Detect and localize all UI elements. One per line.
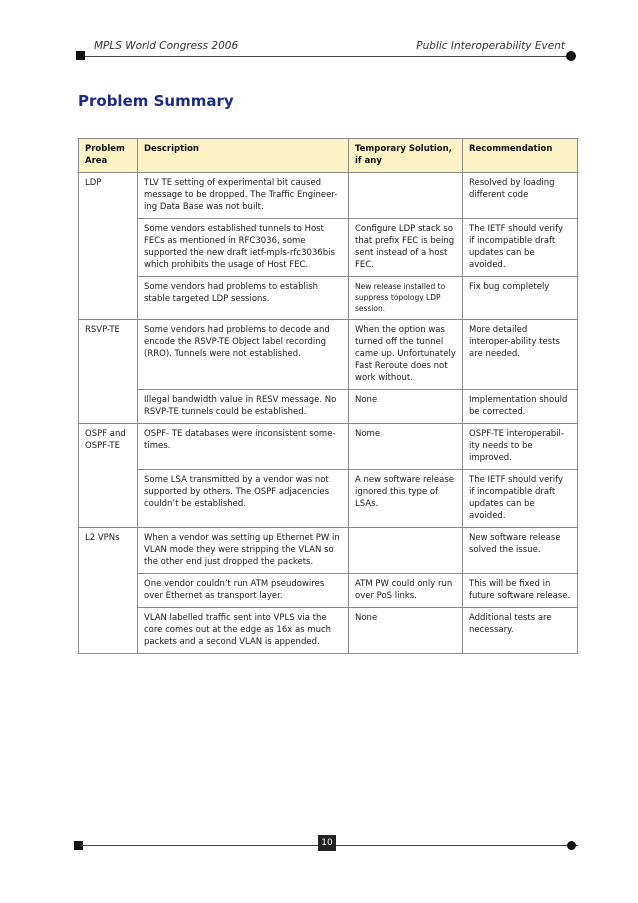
description-cell: Some vendors established tunnels to Host FECs as mentioned in RFC3036, some supported the new draft ietf-mpls-rfc3036bis which prohibits the usage of Host FEC. [138,219,349,277]
problem-summary-table [78,138,578,654]
column-header-description: Description [138,139,349,173]
table-row [79,424,578,470]
problem-area-cell: RSVP-TE [79,320,138,424]
column-header-temporary-solution: Temporary Solution, if any [349,139,463,173]
table-header-row [79,139,578,173]
problem-area-cell: OSPF and OSPF-TE [79,424,138,528]
table-row [79,574,578,608]
footer-dot-marker [567,841,576,850]
description-cell: Some vendors had problems to decode and encode the RSVP-TE Object label recording (RRO). Tunnels were not established. [138,320,349,390]
temporary-solution-cell: When the option was turned off the tunnel came up. Unfortunately Fast Reroute does not work without. [349,320,463,390]
temporary-solution-cell: None [349,608,463,654]
temporary-solution-cell: ATM PW could only run over PoS links. [349,574,463,608]
recommendation-cell: This will be fixed in future software release. [463,574,578,608]
column-header-area: Problem Area [79,139,138,173]
description-cell: OSPF- TE databases were inconsistent some-times. [138,424,349,470]
recommendation-cell: The IETF should verify if incompatible draft updates can be avoided. [463,470,578,528]
description-cell: Some vendors had problems to establish stable targeted LDP sessions. [138,277,349,320]
page-number: 10 [318,835,336,851]
recommendation-cell: The IETF should verify if incompatible draft updates can be avoided. [463,219,578,277]
header-right-title: Public Interoperability Event [416,40,565,52]
header-left-title: MPLS World Congress 2006 [94,40,239,52]
temporary-solution-cell [349,528,463,574]
problem-area-cell: L2 VPNs [79,528,138,654]
description-cell: Some LSA transmitted by a vendor was not supported by others. The OSPF adjacencies couldn’t be established. [138,470,349,528]
header-rule [80,56,568,57]
description-cell: When a vendor was setting up Ethernet PW in VLAN mode they were stripping the VLAN so the other end just dropped the packets. [138,528,349,574]
temporary-solution-cell: Nome [349,424,463,470]
table-row [79,528,578,574]
column-header-recommendation: Recommendation [463,139,578,173]
description-cell: One vendor couldn’t run ATM pseudowires over Ethernet as transport layer. [138,574,349,608]
description-cell: TLV TE setting of experimental bit caused message to be dropped. The Traffic Engineer-ing Data Base was not built. [138,173,349,219]
temporary-solution-cell: Configure LDP stack so that prefix FEC is being sent instead of a host FEC. [349,219,463,277]
header-dot-marker [566,51,576,61]
header-square-marker [76,51,85,60]
table-row [79,173,578,219]
table-row [79,390,578,424]
recommendation-cell: New software release solved the issue. [463,528,578,574]
temporary-solution-cell: New release installed to suppress topology LDP session. [349,277,463,320]
table-row [79,608,578,654]
recommendation-cell: Additional tests are necessary. [463,608,578,654]
recommendation-cell: Implementation should be corrected. [463,390,578,424]
problem-area-cell: LDP [79,173,138,320]
table-row [79,470,578,528]
table-row [79,320,578,390]
recommendation-cell: OSPF-TE interoperabil-ity needs to be improved. [463,424,578,470]
temporary-solution-cell [349,173,463,219]
recommendation-cell: More detailed interoper-ability tests are needed. [463,320,578,390]
recommendation-cell: Resolved by loading different code [463,173,578,219]
description-cell: Illegal bandwidth value in RESV message. No RSVP-TE tunnels could be established. [138,390,349,424]
temporary-solution-cell: None [349,390,463,424]
table-row [79,277,578,320]
description-cell: VLAN labelled traffic sent into VPLS via the core comes out at the edge as 16x as much packets and a second VLAN is appended. [138,608,349,654]
table-row [79,219,578,277]
temporary-solution-cell: A new software release ignored this type of LSAs. [349,470,463,528]
recommendation-cell: Fix bug completely [463,277,578,320]
page-title: Problem Summary [78,92,234,110]
